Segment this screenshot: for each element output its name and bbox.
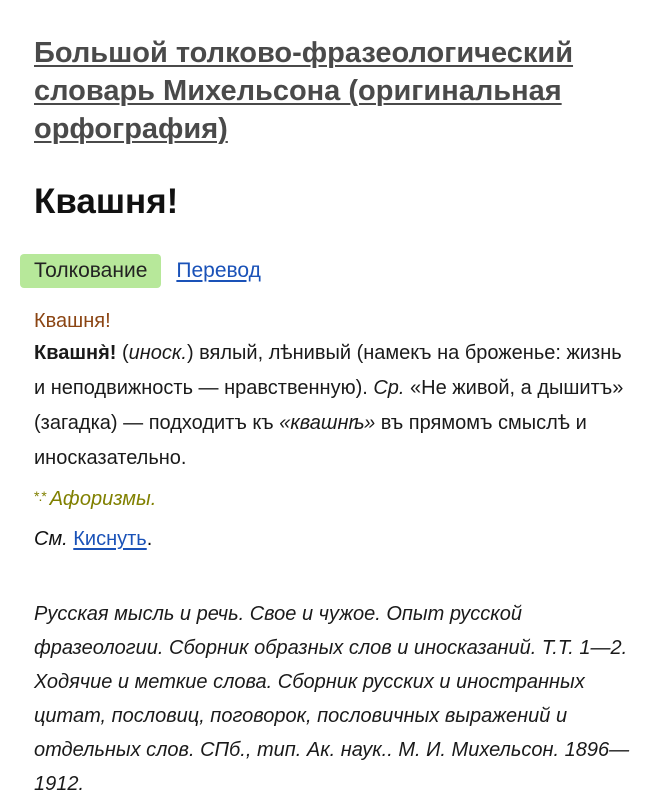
article-tabs — [34, 254, 630, 288]
article-container — [34, 34, 630, 801]
definition-text-4: въ прямомъ смыслѣ и иносказательно. — [34, 412, 587, 469]
definition-text-2: ) вялый, лѣнивый (намекъ на броженье: жизнь и неподвижность — нравственную). — [34, 342, 622, 399]
definition-text-1: ( — [116, 342, 129, 364]
tab-definition[interactable]: Толкование — [20, 254, 161, 288]
definition-text-3: «Не живой, а дышитъ» (загадка) — подходитъ къ — [34, 377, 624, 434]
definition-quote: «квашнѣ» — [279, 412, 376, 434]
aphorisms-stars-icon: *.* — [34, 488, 46, 504]
see-also-prefix: См. — [34, 528, 68, 550]
definition-paragraph — [34, 336, 630, 476]
tab-translation[interactable]: Перевод — [176, 259, 261, 282]
entry-title: Квашня! — [34, 182, 179, 221]
source-citation: Русская мысль и речь. Свое и чужое. Опыт русской фразеологии. Сборник образных слов и иносказаний. Т.Т. 1—2. Ходячие и меткие слова. Сборник русских и иностранных цитат, пословиц, поговорок, пословичных выражений и отдельных слов. СПб., тип. Ак. наук.. М. И. Михельсон. 1896—1912. — [34, 603, 630, 795]
see-also — [34, 524, 630, 554]
headword: Квашня! — [34, 310, 111, 332]
aphorisms-marker — [34, 484, 630, 515]
see-also-suffix: . — [146, 528, 153, 550]
see-also-link[interactable]: Киснуть — [73, 528, 147, 550]
definition-abbrev-inosk: иноск. — [128, 342, 187, 364]
dictionary-title-link[interactable]: Большой толково-фразеологический словарь Михельсона (оригинальная орфография) — [34, 37, 574, 145]
definition-abbrev-sr: Ср. — [373, 377, 405, 399]
definition-headword: Квашня̀! — [34, 342, 117, 364]
aphorisms-label: Афоризмы. — [49, 488, 157, 510]
